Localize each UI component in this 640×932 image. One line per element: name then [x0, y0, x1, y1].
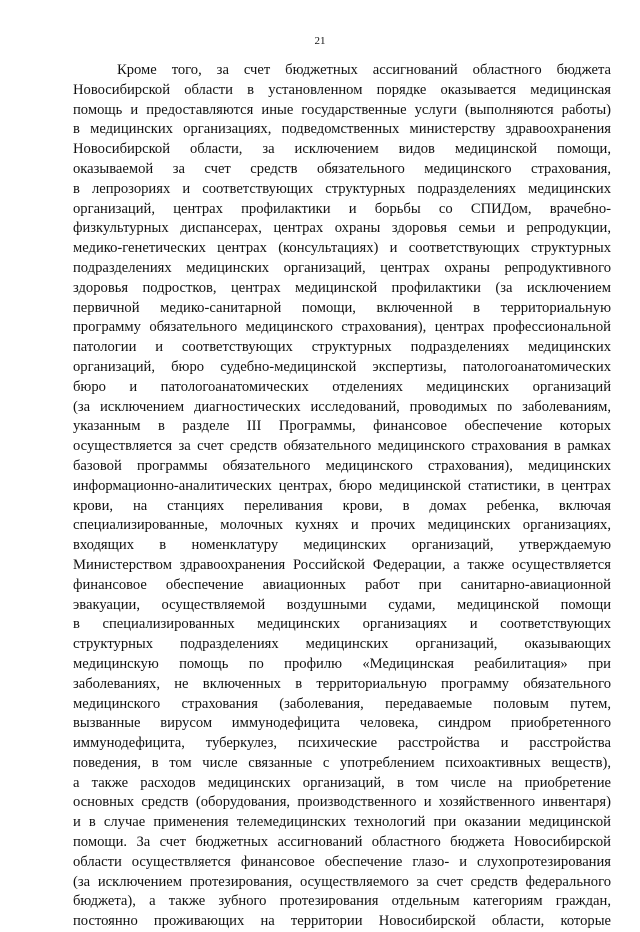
paragraph-line: медицинскую помощь по профилю «Медицинская реабилитация» при — [73, 655, 611, 672]
paragraph-line: помощь и предоставляются иные государственные услуги (выполняются работы) — [73, 101, 611, 118]
paragraph-line: крови, на станциях переливания крови, в домах ребенка, включая — [73, 497, 611, 514]
paragraph-line: медико-генетических центрах (консультациях) и соответствующих структурных — [73, 240, 611, 257]
page-number: 21 — [314, 35, 326, 47]
paragraph-line: постоянно проживающих на территории Новосибирской области, которые — [73, 913, 611, 930]
paragraph-line: Новосибирской области в установленном порядке оказывается медицинская — [73, 81, 611, 98]
paragraph-line: в специализированных медицинских организациях и соответствующих — [73, 616, 611, 633]
paragraph-line: патологии и соответствующих структурных подразделениях медицинских — [73, 339, 611, 356]
paragraph-line: осуществляется за счет средств обязательного медицинского страхования в рамках — [73, 438, 611, 455]
paragraph-line: Новосибирской области, за исключением видов медицинской помощи, — [73, 141, 611, 158]
paragraph-line: базовой программы обязательного медицинского страхования), медицинских — [73, 457, 611, 474]
paragraph-line: медицинского страхования (заболевания, передаваемые половым путем, — [73, 695, 611, 712]
paragraph-line: Кроме того, за счет бюджетных ассигнований областного бюджета — [117, 62, 611, 78]
paragraph-line: основных средств (оборудования, производственного и хозяйственного инвентаря) — [73, 794, 611, 811]
paragraph-line: программу обязательного медицинского страхования), центрах профессиональной — [73, 319, 611, 336]
paragraph-line: здоровья подростков, центрах медицинской профилактики (за исключением — [73, 279, 611, 296]
paragraph-line: (за исключением протезирования, осуществляемого за счет средств федерального — [73, 873, 611, 890]
paragraph-line: подразделениях медицинских организаций, центрах охраны репродуктивного — [73, 259, 611, 276]
paragraph-line: специализированные, молочных кухнях и прочих медицинских организациях, — [73, 517, 611, 534]
paragraph-line: первичной медико-санитарной помощи, включенной в территориальную — [73, 299, 611, 316]
paragraph-line: в медицинских организациях, подведомственных министерству здравоохранения — [73, 121, 611, 138]
paragraph-line: Министерством здравоохранения Российской Федерации, а также осуществляется — [73, 556, 611, 573]
paragraph-line: структурных подразделениях медицинских организаций, оказывающих — [73, 636, 611, 653]
paragraph-line: физкультурных диспансерах, центрах охраны здоровья семьи и репродукции, — [73, 220, 611, 237]
paragraph-line: а также расходов медицинских организаций, в том числе на приобретение — [73, 774, 611, 791]
paragraph-line: эвакуации, осуществляемой воздушными судами, медицинской помощи — [73, 596, 611, 613]
paragraph-line: указанным в разделе III Программы, финансовое обеспечение которых — [73, 418, 611, 435]
paragraph-line: финансовое обеспечение авиационных работ при санитарно-авиационной — [73, 576, 611, 593]
paragraph-line: иммунодефицита, туберкулез, психические расстройства и расстройства — [73, 735, 611, 752]
paragraph-line: поведения, в том числе связанные с употреблением психоактивных веществ), — [73, 754, 611, 771]
paragraph-line: вызванные вирусом иммунодефицита человека, синдром приобретенного — [73, 715, 611, 732]
paragraph-line: помощи. За счет бюджетных ассигнований областного бюджета Новосибирской — [73, 834, 611, 851]
paragraph-line: организаций, бюро судебно-медицинской экспертизы, патологоанатомических — [73, 358, 611, 375]
paragraph-line: области осуществляется финансовое обеспечение глазо- и слухопротезирования — [73, 853, 611, 870]
body-paragraph — [73, 61, 611, 932]
paragraph-line: организаций, центрах профилактики и борьбы со СПИДом, врачебно- — [73, 200, 611, 217]
paragraph-line: входящих в номенклатуру медицинских организаций, утверждаемую — [73, 537, 611, 554]
paragraph-line: и в случае применения телемедицинских технологий при оказании медицинской — [73, 814, 611, 831]
paragraph-line: бюро и патологоанатомических отделениях медицинских организаций — [73, 378, 611, 395]
paragraph-line: информационно-аналитических центрах, бюро медицинской статистики, в центрах — [73, 477, 611, 494]
paragraph-line: в лепрозориях и соответствующих структурных подразделениях медицинских — [73, 180, 611, 197]
paragraph-line: (за исключением диагностических исследований, проводимых по заболеваниям, — [73, 398, 611, 415]
paragraph-line: оказываемой за счет средств обязательного медицинского страхования, — [73, 160, 611, 177]
paragraph-line: бюджета), а также зубного протезирования отдельным категориям граждан, — [73, 893, 611, 910]
paragraph-line: заболеваниях, не включенных в территориальную программу обязательного — [73, 675, 611, 692]
